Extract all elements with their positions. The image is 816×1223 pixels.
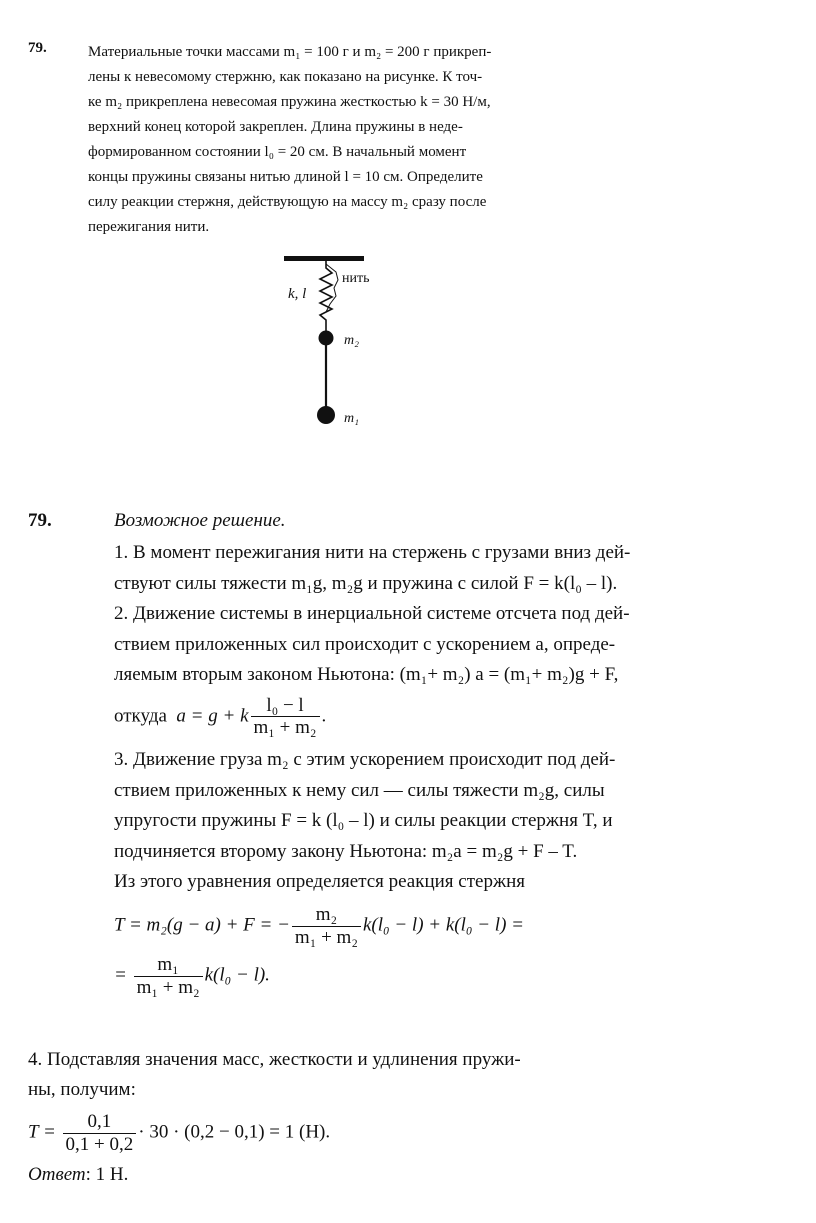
- label-m1: m₁: [344, 411, 359, 426]
- problem-line: Материальные точки массами m₁ = 100 г и m₂ = 200 г прикреп-: [88, 44, 492, 60]
- mass-m1: [317, 406, 335, 424]
- problem-number: 79.: [28, 40, 47, 56]
- formula-a-line: [114, 695, 744, 740]
- ceiling-bar: [284, 256, 364, 261]
- problem-line: ке m₂ прикреплена невесомая пружина жесткостью k = 30 Н/м,: [88, 94, 491, 110]
- formula-T2-tail: k(l₀ − l).: [204, 965, 270, 987]
- problem-line: формированном состоянии l₀ = 20 см. В начальный момент: [88, 144, 467, 160]
- solution-line: упругости пружины F = k (l₀ – l) и силы реакции стержня T, и: [114, 810, 613, 832]
- formula-a-tail: .: [321, 705, 327, 727]
- formula-T1-denominator: m₁ + m₂: [294, 926, 358, 948]
- mass-m2: [319, 331, 334, 346]
- problem-line: лены к невесомому стержню, как показано на рисунке. К точ-: [88, 69, 483, 85]
- solution-line: 1. В момент пережигания нити на стержень с грузами вниз дей-: [114, 542, 631, 563]
- answer-line: [28, 1160, 748, 1190]
- formula-T1-numerator: m₂: [292, 904, 361, 927]
- formula-final-tail: · 30 · (0,2 − 0,1) = 1 (Н).: [138, 1121, 331, 1143]
- solution-line: 2. Движение системы в инерциальной системе отсчета под дей-: [114, 603, 630, 624]
- formula-T1-lhs: T = m₂(g − a) + F = −: [114, 914, 290, 936]
- solution-line: подчиняется второму закону Ньютона: m₂a = m₂g + F – T.: [114, 840, 578, 862]
- formula-T1-tail: k(l₀ − l) + k(l₀ − l) =: [362, 914, 524, 936]
- problem-line: концы пружины связаны нитью длиной l = 10 см. Определите: [88, 169, 483, 185]
- problem-line: силу реакции стержня, действующую на массу m₂ сразу после: [88, 194, 487, 210]
- problem-line: пережигания нити.: [88, 219, 210, 235]
- formula-T2-lhs: =: [114, 965, 132, 987]
- solution-line: ляемым вторым законом Ньютона: (m₁+ m₂) a = (m₁+ m₂)g + F,: [114, 664, 619, 685]
- formula-a-lhs: a = g + k: [176, 705, 249, 727]
- label-m2: m₂: [344, 333, 359, 348]
- formula-final-denominator: 0,1 + 0,2: [65, 1133, 134, 1155]
- formula-a-fraction: [251, 695, 320, 740]
- formula-final-lhs: T =: [28, 1121, 61, 1143]
- formula-a-numerator: l₀ − l: [251, 695, 320, 718]
- formula-final-fraction: [63, 1111, 137, 1156]
- solution-line: ствием приложенных сил происходит с ускорением a, опреде-: [114, 633, 616, 655]
- formula-T2-denominator: m₁ + m₂: [136, 977, 200, 999]
- solution-line: ствуют силы тяжести m₁g, m₂g и пружина с силой F = k(l₀ – l).: [114, 572, 618, 594]
- solution-number: 79.: [28, 510, 52, 531]
- step-4-section: [28, 1045, 748, 1190]
- formula-final-line: [28, 1111, 748, 1156]
- solution-body: [114, 538, 744, 999]
- label-spring: k, l: [288, 286, 307, 302]
- problem-text: [88, 40, 608, 240]
- label-thread: нить: [342, 271, 370, 286]
- thread: [326, 264, 338, 312]
- formula-final-numerator: 0,1: [63, 1111, 137, 1134]
- formula-T2-line: [114, 954, 744, 999]
- solution-line: ствием приложенных к нему сил — силы тяжести m₂g, силы: [114, 779, 605, 801]
- formula-T2-numerator: m₁: [134, 954, 203, 977]
- spring: [320, 261, 332, 332]
- solution-line: Из этого уравнения определяется реакция стержня: [114, 871, 526, 893]
- solution-line: 3. Движение груза m₂ с этим ускорением происходит под дей-: [114, 749, 616, 771]
- step4-line: ны, получим:: [28, 1079, 136, 1100]
- step4-line: 4. Подставляя значения масс, жесткости и удлинения пружи-: [28, 1049, 521, 1070]
- solution-title: Возможное решение.: [114, 510, 286, 531]
- formula-a-denominator: m₁ + m₂: [253, 717, 317, 739]
- formula-T1-line: [114, 904, 744, 949]
- answer-value: : 1 Н.: [85, 1163, 129, 1185]
- answer-label: Ответ: [28, 1163, 86, 1185]
- formula-T2-fraction: [134, 954, 203, 999]
- formula-T1-fraction: [292, 904, 361, 949]
- problem-line: верхний конец которой закреплен. Длина пружины в неде-: [88, 119, 463, 135]
- spring-rod-figure: [270, 252, 400, 442]
- formula-a-prefix: откуда: [114, 705, 167, 727]
